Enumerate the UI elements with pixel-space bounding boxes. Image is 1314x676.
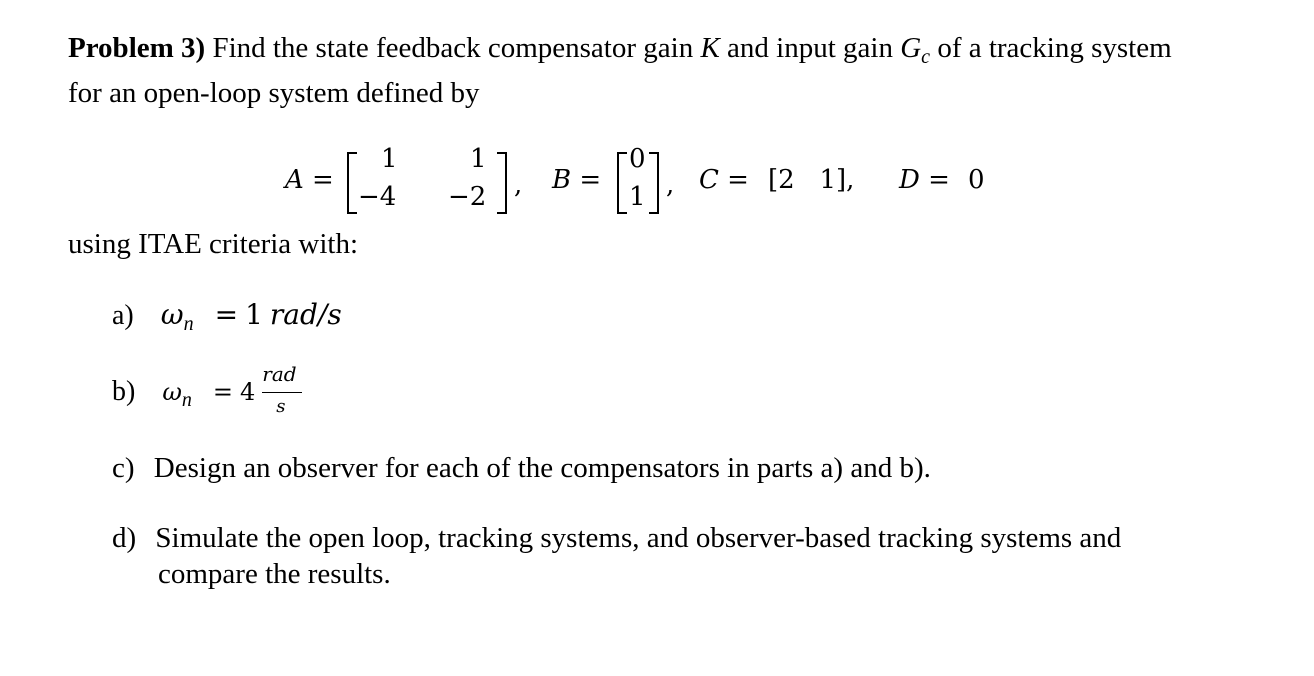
part-a-unit: rad/s [269,298,342,331]
gain-g-symbol: G [900,32,922,64]
part-b-label: b) [112,376,136,407]
matrix-a-left-bracket [347,152,357,214]
matrix-c-label: C = [699,165,749,195]
d-label: D = [899,165,950,195]
system-equation [285,140,1005,230]
part-a-value: 1 [245,298,263,331]
part-b-unit-numerator: rad [262,362,297,386]
criteria-text: using ITAE criteria with: [68,228,359,260]
problem-text-1: Find the state feedback compensator gain [205,32,701,64]
matrix-c-value: [2 1], [768,165,855,195]
part-b-subscript: n [181,389,192,411]
matrix-b-2: 1 [629,182,646,212]
part-c-label: c) [112,452,135,484]
part-a-subscript: n [183,313,194,335]
gain-k-symbol: K [700,32,720,64]
d-value: 0 [968,165,985,195]
part-d-text-1: Simulate the open loop, tracking systems, and observer-based tracking systems and [155,522,1122,554]
comma-1: , [514,170,523,200]
matrix-b-left-bracket [617,152,627,214]
part-a-equals: = [214,298,239,331]
part-a [112,298,342,336]
part-c-text: Design an observer for each of the compensators in parts a) and b). [153,452,931,484]
comma-2: , [666,170,675,200]
gain-g-subscript: c [921,46,931,68]
matrix-b-right-bracket [649,152,659,214]
part-a-omega: ω [160,298,184,331]
part-d-label: d) [112,522,137,554]
part-b-unit-denominator: s [276,396,286,417]
matrix-a-label: A = [285,165,334,195]
part-b-omega: ω [162,378,182,406]
matrix-a-11: 1 [381,144,398,174]
problem-text-2: and input gain [719,32,901,64]
part-b-equals: = [212,378,234,406]
matrix-b-1: 0 [629,144,646,174]
matrix-a-right-bracket [497,152,507,214]
matrix-a-12: 1 [470,144,487,174]
part-a-label: a) [112,300,134,331]
matrix-a-22: −2 [448,182,487,212]
matrix-a-21: −4 [358,182,397,212]
problem-statement [68,30,1172,111]
part-d [112,520,1121,592]
part-b-fraction-bar [262,392,302,393]
part-b-value: 4 [240,378,256,406]
part-b [112,362,302,426]
problem-text-4: for an open-loop system defined by [68,77,480,109]
part-c [112,452,931,485]
part-d-text-2: compare the results. [158,558,391,590]
matrix-b-label: B = [552,165,602,195]
problem-text-3: of a tracking system [930,32,1172,64]
problem-label: Problem 3) [68,32,206,64]
